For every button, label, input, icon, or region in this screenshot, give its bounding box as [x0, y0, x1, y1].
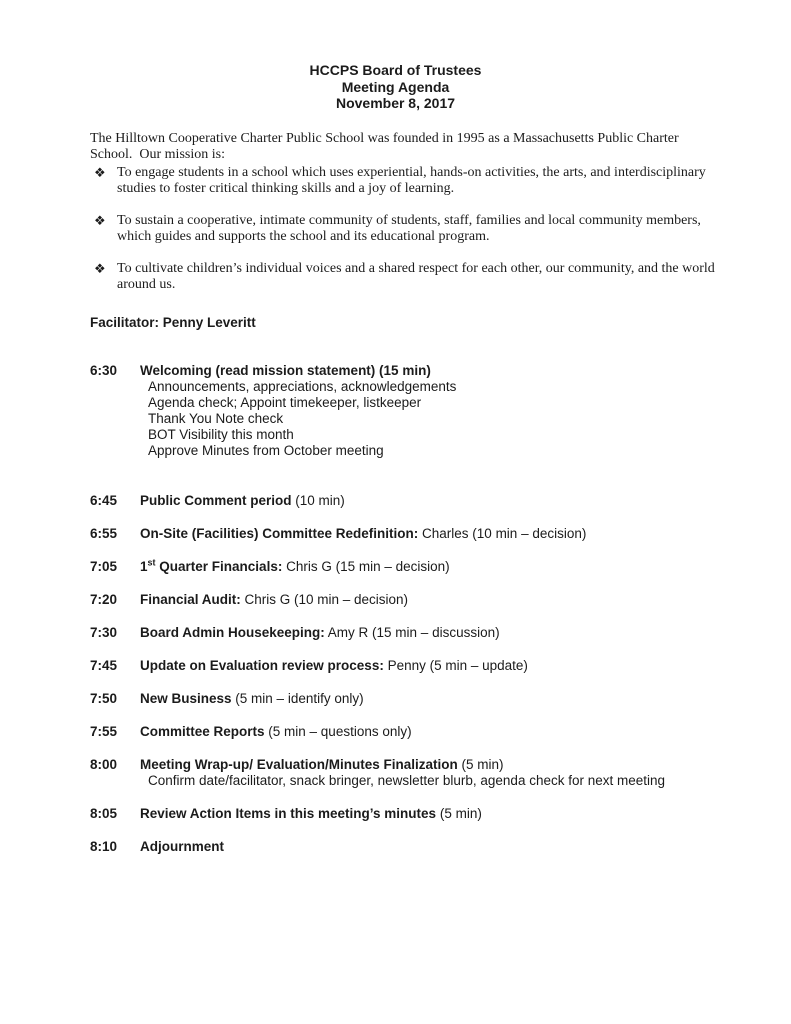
agenda-title-segment: New Business: [140, 690, 232, 706]
agenda-title: [140, 691, 715, 707]
agenda-item: [90, 625, 715, 641]
agenda-subitem: Thank You Note check: [148, 410, 284, 426]
agenda-content: [140, 493, 715, 509]
agenda-title-segment: (5 min): [436, 805, 482, 821]
agenda-list: [90, 363, 715, 855]
agenda-subitem: BOT Visibility this month: [148, 426, 294, 442]
agenda-title-segment: (5 min – identify only): [231, 690, 364, 706]
agenda-time: 7:55: [90, 723, 118, 739]
agenda-title-segment: Chris G (15 min – decision): [282, 558, 450, 574]
agenda-item: [90, 806, 715, 822]
agenda-time: 6:45: [90, 492, 118, 508]
agenda-title-segment: On-Site (Facilities) Committee Redefinition:: [140, 525, 419, 541]
agenda-time: 7:45: [90, 657, 118, 673]
agenda-title: [140, 658, 715, 674]
agenda-title: [140, 363, 715, 379]
mission-bullet-item: [90, 261, 715, 294]
agenda-title-segment: Amy R (15 min – discussion): [324, 624, 500, 640]
agenda-time: 8:10: [90, 838, 118, 854]
agenda-time: 8:05: [90, 805, 118, 821]
mission-bullet-item: [90, 213, 715, 246]
agenda-title-segment: Public Comment period: [140, 492, 292, 508]
agenda-subitem: Confirm date/facilitator, snack bringer, newsletter blurb, agenda check for next meeting: [148, 772, 666, 788]
agenda-title-segment: Meeting Wrap-up/ Evaluation/Minutes Finalization: [140, 756, 458, 772]
agenda-content: [140, 806, 715, 822]
agenda-item: [90, 559, 715, 575]
agenda-item: [90, 592, 715, 608]
agenda-item: [90, 493, 715, 509]
agenda-time: 7:50: [90, 690, 118, 706]
agenda-title-segment: 1: [140, 558, 148, 574]
diamond-bullet-icon: ❖: [94, 212, 106, 228]
agenda-item: [90, 724, 715, 740]
agenda-item: [90, 691, 715, 707]
agenda-title: [140, 839, 715, 855]
agenda-subitem: Announcements, appreciations, acknowledgements: [148, 378, 457, 394]
mission-bullet-list: [90, 165, 715, 294]
agenda-time: 6:30: [90, 362, 118, 378]
intro-paragraph: The Hilltown Cooperative Charter Public School was founded in 1995 as a Massachusetts Public Charter School. Our mission is:: [90, 130, 683, 162]
agenda-content: [140, 559, 715, 575]
diamond-bullet-icon: ❖: [94, 164, 106, 180]
agenda-time: 8:00: [90, 756, 118, 772]
facilitator-line: Facilitator: Penny Leveritt: [90, 314, 256, 330]
agenda-item: [90, 363, 715, 459]
agenda-item: [90, 658, 715, 674]
diamond-bullet-icon: ❖: [94, 260, 106, 276]
agenda-title-segment: Quarter Financials:: [155, 558, 283, 574]
agenda-title: [140, 526, 715, 542]
agenda-title-segment: st: [147, 557, 156, 567]
mission-bullet-text: To cultivate children’s individual voices and a shared respect for each other, our community, and the world around us.: [117, 260, 715, 292]
agenda-content: [140, 691, 715, 707]
agenda-title-segment: Update on Evaluation review process:: [140, 657, 384, 673]
agenda-title: [140, 757, 715, 773]
agenda-title-segment: Adjournment: [140, 838, 224, 854]
document-date: November 8, 2017: [335, 95, 456, 111]
agenda-title: [140, 625, 715, 641]
agenda-content: [140, 625, 715, 641]
mission-section: [90, 131, 715, 294]
document-title: HCCPS Board of Trustees: [309, 62, 482, 78]
agenda-time: 6:55: [90, 525, 118, 541]
agenda-title-segment: Chris G (10 min – decision): [240, 591, 409, 607]
agenda-content: [140, 757, 715, 789]
agenda-title-segment: Welcoming (read mission statement) (15 min): [140, 362, 431, 378]
agenda-content: [140, 724, 715, 740]
agenda-title-segment: (10 min): [291, 492, 345, 508]
agenda-content: [140, 363, 715, 459]
agenda-title-segment: (5 min): [457, 756, 504, 772]
agenda-time: 7:20: [90, 591, 118, 607]
agenda-content: [140, 592, 715, 608]
mission-bullet-text: To engage students in a school which uses experiential, hands-on activities, the arts, and interdisciplinary studies to foster critical thinking skills and a joy of learning.: [117, 164, 706, 196]
agenda-title: [140, 592, 715, 608]
agenda-content: [140, 839, 715, 855]
agenda-time: 7:05: [90, 558, 118, 574]
agenda-title-segment: Charles (10 min – decision): [418, 525, 587, 541]
agenda-title-segment: (5 min – questions only): [264, 723, 412, 739]
agenda-title: [140, 493, 715, 509]
agenda-subitem: Agenda check; Appoint timekeeper, listkeeper: [148, 394, 422, 410]
agenda-title-segment: Board Admin Housekeeping:: [140, 624, 325, 640]
agenda-title: [140, 724, 715, 740]
document-subtitle: Meeting Agenda: [341, 78, 450, 95]
agenda-title: [140, 559, 715, 575]
agenda-content: [140, 526, 715, 542]
agenda-item: [90, 526, 715, 542]
agenda-title: [140, 806, 715, 822]
document-header: [90, 62, 701, 112]
agenda-item: [90, 839, 715, 855]
agenda-title-segment: Review Action Items in this meeting’s minutes: [140, 805, 437, 821]
agenda-title-segment: Financial Audit:: [140, 591, 241, 607]
agenda-title-segment: Penny (5 min – update): [383, 657, 528, 673]
agenda-item: [90, 757, 715, 789]
agenda-subitem: Approve Minutes from October meeting: [148, 442, 384, 458]
mission-bullet-item: [90, 165, 715, 198]
mission-bullet-text: To sustain a cooperative, intimate community of students, staff, families and local community members, which guides and supports the school and its educational program.: [117, 212, 701, 244]
agenda-content: [140, 658, 715, 674]
agenda-time: 7:30: [90, 624, 118, 640]
agenda-title-segment: Committee Reports: [140, 723, 265, 739]
